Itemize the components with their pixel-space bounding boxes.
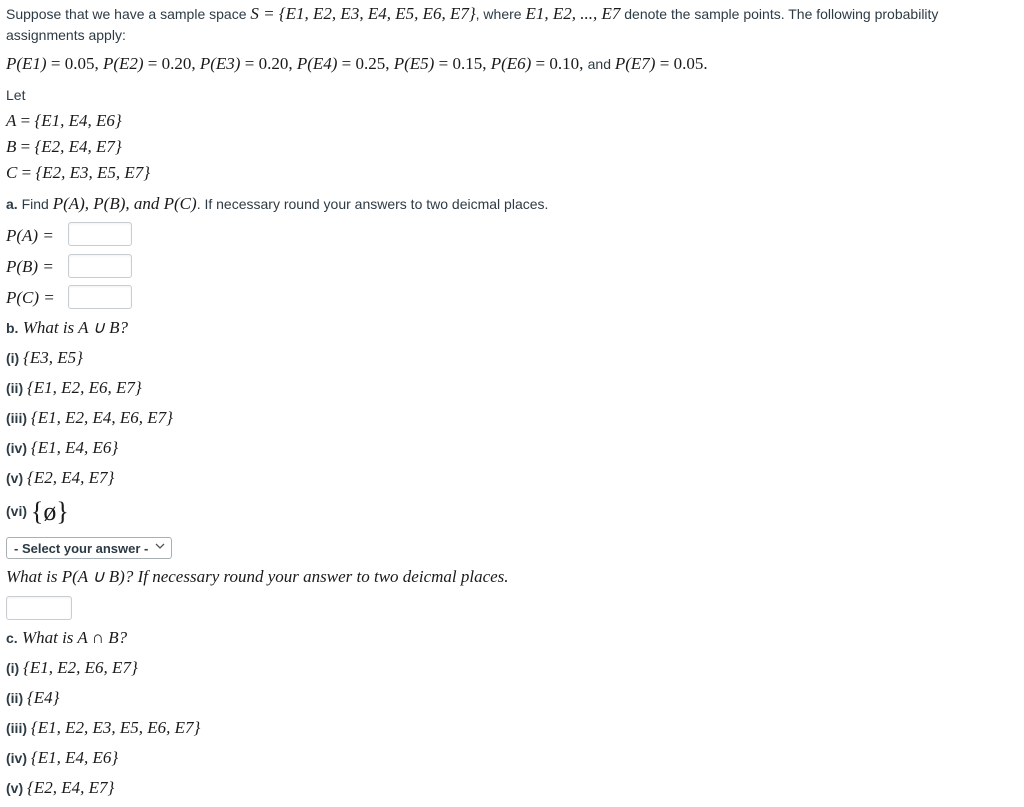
chevron-down-icon (154, 540, 166, 552)
question-text: Find (17, 196, 53, 212)
prob-assignment: P(E6) = 0.10, (490, 54, 588, 73)
sample-space-math: S = {E1, E2, E3, E4, E5, E6, E7} (250, 4, 476, 23)
conjunction-text: and (587, 56, 611, 72)
prob-assignment: P(E2) = 0.20, (102, 54, 200, 73)
select-placeholder: - Select your answer - (14, 541, 149, 556)
part-c-question (6, 628, 127, 648)
option-b-iii: (iii) {E1, E2, E4, E6, E7} (6, 408, 173, 427)
part-a-question (6, 194, 548, 214)
set-definition: B = {E2, E4, E7} (6, 137, 122, 156)
prob-assignment: P(E5) = 0.15, (393, 54, 491, 73)
option-c-iii: (iii) {E1, E2, E3, E5, E6, E7} (6, 718, 201, 737)
question-text: What is P(A ∪ B)? If necessary round your answer to two deicmal places. (6, 567, 509, 586)
pb-label: P(B) = (6, 257, 54, 276)
prob-assignment: P(E7) = 0.05. (614, 54, 708, 73)
pa-label: P(A) = (6, 226, 54, 245)
option-b-ii: (ii) {E1, E2, E6, E7} (6, 378, 142, 397)
prob-assignment: P(E1) = 0.05, (6, 54, 103, 73)
probability-assignments (6, 54, 708, 74)
option-b-iv: (iv) {E1, E4, E6} (6, 438, 119, 457)
intro-line-1 (6, 4, 938, 24)
question-math: What is A ∩ B? (17, 628, 128, 647)
pb-input[interactable] (68, 254, 132, 278)
question-math: What is A ∪ B? (18, 318, 129, 337)
intro-text: denote the sample points. The following probability (620, 6, 939, 22)
set-definition: A = {E1, E4, E6} (6, 111, 122, 130)
prob-union-question (6, 567, 509, 587)
question-math: P(A), P(B), and P(C) (52, 194, 197, 213)
pc-label: P(C) = (6, 288, 55, 307)
part-b-question (6, 318, 128, 338)
part-a-prefix: a. (6, 196, 18, 212)
prob-assignment: P(E3) = 0.20, (199, 54, 297, 73)
sample-points-math: E1, E2, ..., E7 (525, 4, 621, 23)
option-c-v: (v) {E2, E4, E7} (6, 778, 115, 797)
part-c-prefix: c. (6, 630, 18, 646)
intro-line-2: assignments apply: (6, 27, 126, 43)
intro-text: , where (475, 6, 526, 22)
let-label: Let (6, 87, 26, 103)
question-text: . If necessary round your answers to two deicmal places. (196, 196, 549, 212)
set-definition: C = {E2, E3, E5, E7} (6, 163, 151, 182)
option-b-v: (v) {E2, E4, E7} (6, 468, 115, 487)
prob-union-input[interactable] (6, 596, 72, 620)
prob-assignment: P(E4) = 0.25, (296, 54, 394, 73)
option-b-i: (i) {E3, E5} (6, 348, 83, 367)
part-b-prefix: b. (6, 320, 19, 336)
pc-input[interactable] (68, 285, 132, 309)
intro-text: Suppose that we have a sample space (6, 6, 251, 22)
option-c-i: (i) {E1, E2, E6, E7} (6, 658, 138, 677)
option-b-vi: (vi) {ø} (6, 497, 69, 526)
answer-select[interactable] (6, 537, 172, 559)
pa-input[interactable] (68, 222, 132, 246)
option-c-ii: (ii) {E4} (6, 688, 60, 707)
option-c-iv: (iv) {E1, E4, E6} (6, 748, 119, 767)
